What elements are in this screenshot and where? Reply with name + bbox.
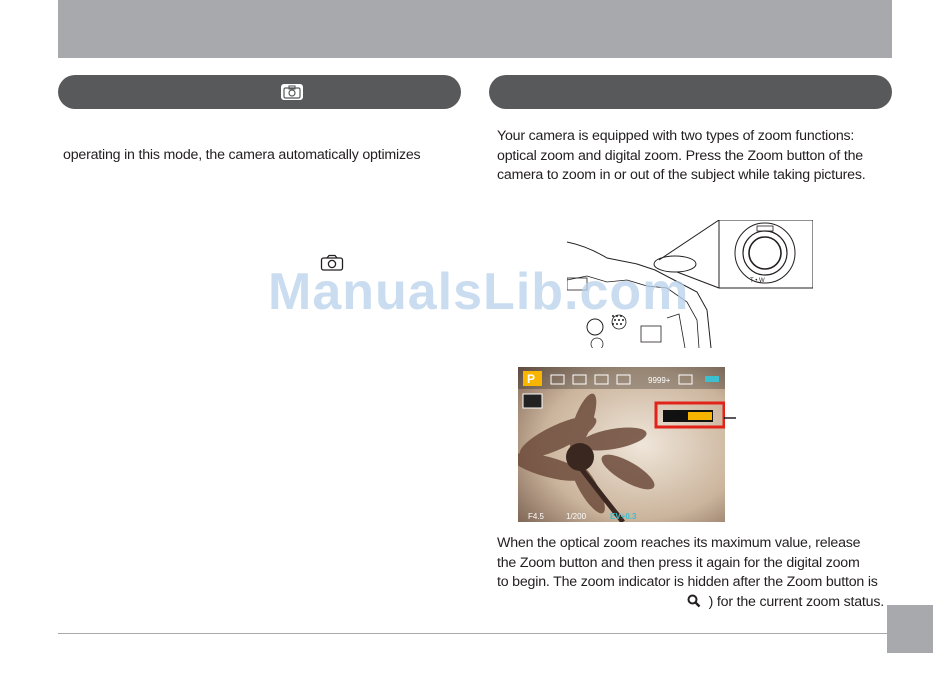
magnifier-icon [687,594,701,615]
svg-text:T • W: T • W [750,278,765,284]
lcd-ev: EV+0.3 [610,512,637,521]
body-text-left: operating in this mode, the camera automatically optimizes [63,147,421,163]
camera-icon [281,84,303,100]
digital-zoom-paragraph [497,534,884,614]
zoom-status-text: ) for the current zoom status. [708,593,884,610]
callout-line [725,416,737,420]
footer-rule [58,633,892,634]
text-line: camera to zoom in or out of the subject while taking pictures. [497,167,866,183]
lcd-shot-count: 9999+ [648,376,671,385]
section-header-right [489,75,892,109]
zoom-intro-paragraph [497,127,866,186]
lcd-aperture: F4.5 [528,512,545,521]
text-line: to begin. The zoom indicator is hidden after the Zoom button is [497,574,878,590]
text-line: When the optical zoom reaches its maximum value, release [497,535,861,551]
lcd-shutter: 1/200 [566,512,587,521]
text-line: Your camera is equipped with two types of zoom functions: [497,128,855,144]
section-header-left [58,75,461,109]
lcd-mode: P [527,372,536,386]
text-line: optical zoom and digital zoom. Press the Zoom button of the [497,147,863,164]
page-header-bar [58,0,892,58]
page-number-tab [887,605,933,653]
lcd-preview-screen [518,367,725,522]
text-line [497,593,884,615]
text-line: the Zoom button and then press it again for the digital zoom [497,554,860,571]
watermark: ManualsLib.com [268,263,690,321]
